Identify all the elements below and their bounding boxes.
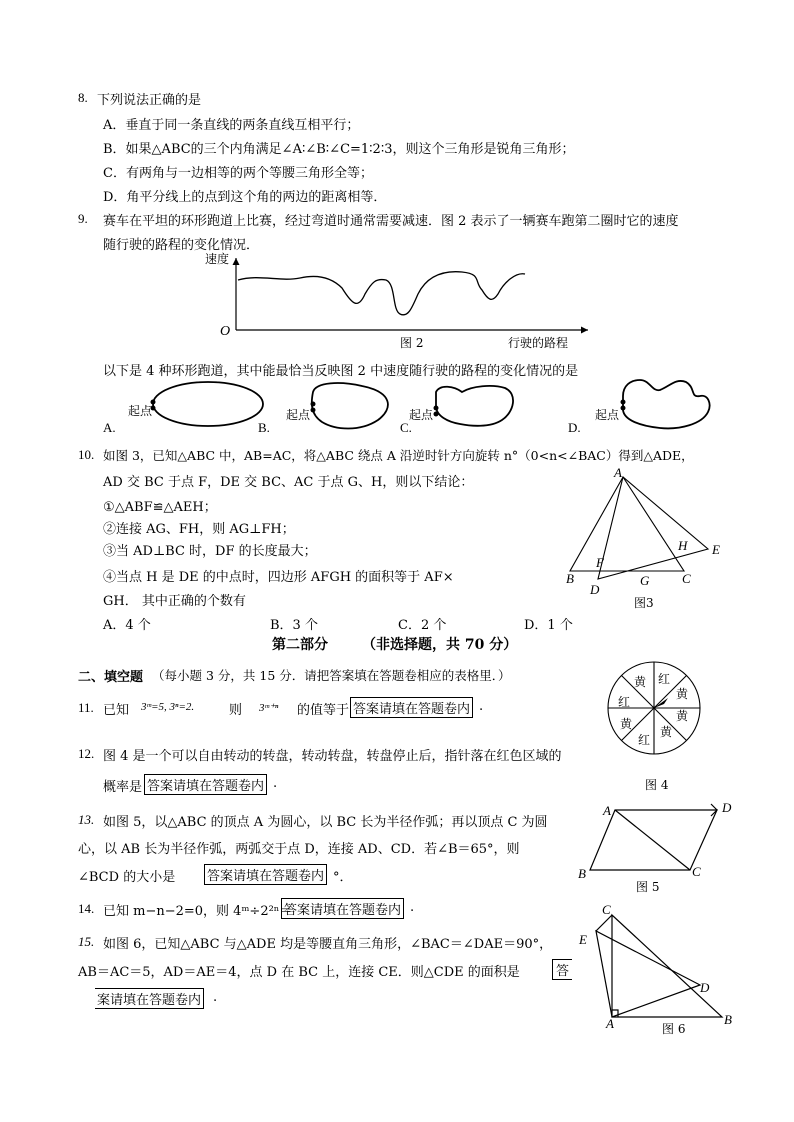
figure-6 <box>590 905 740 1030</box>
q8-option-d: D．角平分线上的点到这个角的两边的距离相等． <box>103 190 387 205</box>
q9-stem-line2: 随行驶的路程的变化情况． <box>103 238 260 253</box>
q11-number: 11. <box>78 700 94 715</box>
q13-pre3: ∠BCD 的大小是 <box>78 870 176 885</box>
q12-answer-box[interactable]: 答案请填在答题卷内 <box>144 774 267 795</box>
wheel-sector-4: 黄 <box>660 725 673 739</box>
fig3-label-a: A <box>614 465 622 480</box>
start-label-a: 起点 <box>128 404 153 418</box>
q13-line1: 如图 5，以△ABC 的顶点 A 为圆心，以 BC 长为半径作弧；再以顶点 C 为圆 <box>103 815 548 830</box>
q11-period: . <box>479 699 484 714</box>
q11-answer-box[interactable]: 答案请填在答题卷内 <box>350 697 473 718</box>
fig3-label-c: C <box>682 571 691 586</box>
speed-graph <box>200 248 600 348</box>
fig3-label-h: H <box>678 538 688 553</box>
fig5-label-d: D <box>722 800 732 815</box>
track-b <box>312 383 388 428</box>
q10-conclusion-4b: GH． 其中正确的个数有 <box>103 594 246 609</box>
fig3-label-e: E <box>712 542 720 557</box>
graph-origin: O <box>220 324 231 339</box>
q14-pre: 已知 m−n−2=0，则 4ᵐ÷2²ⁿ＝ <box>103 904 293 919</box>
q11-given: 3ᵐ=5, 3ⁿ=2. <box>141 701 195 713</box>
figure-3 <box>560 465 740 610</box>
q9-option-b: B. <box>258 420 270 435</box>
q12-pre2: 概率是 <box>103 780 143 795</box>
graph-xlabel: 行驶的路程 <box>508 336 569 350</box>
fig5-caption: 图 5 <box>636 880 660 894</box>
fig5-label-c: C <box>692 864 701 879</box>
q13-answer-box[interactable]: 答案请填在答题卷内 <box>204 864 327 885</box>
fig6-label-c: C <box>602 902 611 917</box>
fig6-label-a: A <box>606 1016 614 1031</box>
part2-title: 第二部分 <box>272 637 328 653</box>
speed-curve <box>238 272 525 315</box>
fig3-label-f: F <box>596 555 604 570</box>
q10-conclusion-4a: ④当点 H 是 DE 的中点时，四边形 AFGH 的面积等于 AF× <box>103 570 454 585</box>
q10-option-c: C．2 个 <box>398 618 447 633</box>
q15-line1: 如图 6，已知△ABC 与△ADE 均是等腰直角三角形，∠BAC＝∠DAE＝90°， <box>103 937 553 952</box>
q10-conclusion-2: ②连接 AG、FH，则 AG⊥FH； <box>103 522 295 537</box>
q15-period: . <box>213 990 218 1005</box>
fig3-label-b: B <box>566 571 574 586</box>
fig5-label-a: A <box>603 803 611 818</box>
start-label-d: 起点 <box>595 408 620 422</box>
wheel-sector-7: 红 <box>618 695 631 709</box>
wheel-sector-6: 黄 <box>620 717 633 731</box>
wheel-sector-1: 红 <box>658 672 671 686</box>
q10-option-b: B．3 个 <box>270 618 318 633</box>
q9-stem-line1: 赛车在平坦的环形跑道上比赛，经过弯道时通常需要减速．图 2 表示了一辆赛车跑第二圈时它的速度 <box>103 214 679 229</box>
start-label-c: 起点 <box>409 408 434 422</box>
q10-line2: AD 交 BC 于点 F，DE 交 BC、AC 于点 G、H，则以下结论： <box>103 475 474 490</box>
q9-option-a: A. <box>103 420 116 435</box>
q13-number: 13. <box>78 812 95 827</box>
q14-number: 14. <box>78 901 95 916</box>
q9-number: 9. <box>78 211 88 226</box>
q11-mid: 则 <box>229 703 243 718</box>
q12-period: . <box>273 776 278 791</box>
start-label-b: 起点 <box>286 408 311 422</box>
graph-caption: 图 2 <box>400 336 424 350</box>
fig6-label-e: E <box>579 932 587 947</box>
fig6-label-b: B <box>724 1012 732 1027</box>
q12-line1: 图 4 是一个可以自由转动的转盘，转动转盘，转盘停止后，指针落在红色区域的 <box>103 749 562 764</box>
fig3-label-g: G <box>640 573 650 588</box>
q11-post: 的值等于 <box>297 703 350 718</box>
q10-conclusion-3: ③当 AD⊥BC 时，DF 的长度最大； <box>103 544 317 559</box>
wheel-sector-3: 黄 <box>676 709 689 723</box>
q9-option-d: D. <box>568 420 581 435</box>
q8-option-c: C．有两角与一边相等的两个等腰三角形全等； <box>103 166 373 181</box>
wheel-sector-8: 黄 <box>634 675 647 689</box>
fig5-label-b: B <box>578 866 586 881</box>
fig6-caption: 图 6 <box>662 1022 686 1036</box>
q11-pre: 已知 <box>103 703 130 718</box>
track-a <box>153 382 263 426</box>
q13-line2: 心，以 AB 长为半径作弧，两弧交于点 D，连接 AD、CD．若∠B＝65°，则 <box>78 842 520 857</box>
part2-subtitle: （非选择题，共 70 分） <box>362 637 518 653</box>
q15-number: 15. <box>78 934 95 949</box>
wheel-sector-2: 黄 <box>676 687 689 701</box>
track-d <box>623 380 710 428</box>
q9-option-c: C. <box>400 420 412 435</box>
q10-conclusion-1: ①△ABF≌△AEH； <box>103 500 217 515</box>
section2-instructions: （每小题 3 分，共 15 分．请把答案填在答题卷相应的表格里．） <box>152 668 511 683</box>
fig3-label-d: D <box>590 582 600 597</box>
q10-line1: 如图 3，已知△ABC 中，AB=AC，将△ABC 绕点 A 沿逆时针方向旋转 n°（0<n<∠BAC）得到△ADE， <box>103 448 694 463</box>
q11-expr: 3ᵐ⁺ⁿ <box>259 702 279 714</box>
q13-post3: °． <box>333 870 353 885</box>
q10-option-d: D．1 个 <box>524 618 573 633</box>
q9-stem-line3: 以下是 4 种环形跑道，其中能最恰当反映图 2 中速度随行驶的路程的变化情况的是 <box>103 364 579 379</box>
fig4-caption: 图 4 <box>645 778 669 792</box>
q14-answer-box[interactable]: 答案请填在答题卷内 <box>281 898 404 919</box>
fig3-caption: 图3 <box>634 596 654 610</box>
figure-4-wheel <box>604 658 704 758</box>
q8-option-b: B．如果△ABC的三个内角满足∠A∶∠B∶∠C=1∶2∶3，则这个三角形是锐角三角形； <box>103 142 575 157</box>
q14-period: . <box>410 900 415 915</box>
wheel-sector-5: 红 <box>638 733 651 747</box>
q8-number: 8. <box>78 90 88 105</box>
graph-ylabel: 速度 <box>205 252 230 266</box>
fig6-label-d: D <box>700 980 710 995</box>
track-c <box>436 386 513 426</box>
section2-heading: 二、填空题 <box>78 670 144 685</box>
q8-option-a: A．垂直于同一条直线的两条直线互相平行； <box>103 118 360 133</box>
q15-answer-box-end[interactable]: 案请填在答题卷内 <box>95 988 204 1009</box>
q8-stem: 下列说法正确的是 <box>97 93 202 108</box>
q10-option-a: A．4 个 <box>103 618 151 633</box>
q15-line2: AB＝AC＝5，AD＝AE＝4，点 D 在 BC 上，连接 CE．则△CDE 的面积是 <box>78 965 520 980</box>
q12-number: 12. <box>78 746 95 761</box>
q10-number: 10. <box>78 447 95 462</box>
q15-answer-box-start[interactable]: 答 <box>552 959 572 980</box>
